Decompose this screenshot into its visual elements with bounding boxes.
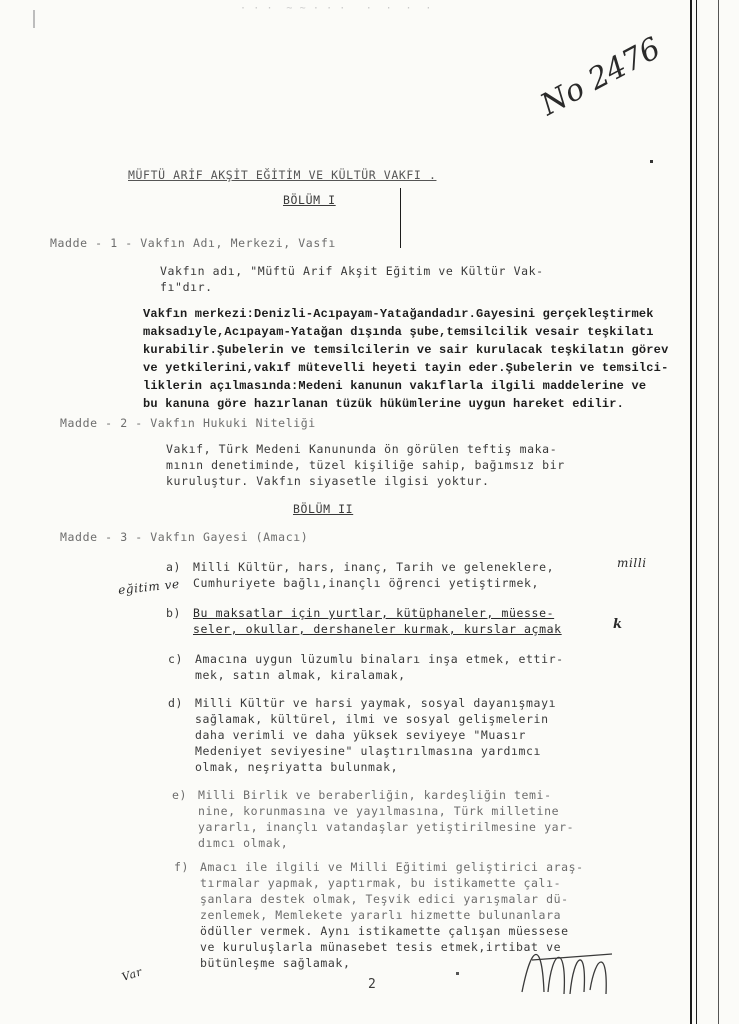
item-line: Milli Birlik ve beraberliğin, kardeşliğin temi- — [198, 788, 552, 802]
item-line: ödüller vermek. Aynı istikamette çalışan müessese — [200, 924, 569, 938]
item-line: olmak, neşriyatta bulunmak, — [195, 760, 399, 774]
article-3-heading: Madde - 3 - Vakfın Gayesi (Amacı) — [60, 530, 309, 544]
stamp-number: No 2476 — [535, 30, 667, 123]
scan-speck — [456, 972, 459, 975]
article-1-line: Vakfın adı, "Müftü Arif Akşit Eğitim ve Kültür Vak- — [160, 264, 544, 278]
handwritten-note: milli — [617, 556, 647, 570]
item-line: zenlemek, Memlekete yararlı hizmette bulunanlara — [200, 908, 562, 922]
chapter-2-heading: BÖLÜM II — [293, 502, 354, 516]
item-letter: c) — [168, 652, 184, 666]
bold-line: bu kanuna göre hazırlanan tüzük hükümlerine uygun hareket edilir. — [143, 397, 625, 411]
article-2-line: Vakıf, Türk Medeni Kanununda ön görülen teftiş maka- — [166, 442, 558, 456]
item-line: Bu maksatlar için yurtlar, kütüphaneler, müesse- — [193, 606, 555, 620]
margin-mark — [400, 188, 401, 248]
item-line: tırmalar yapmak, yaptırmak, bu istikamette çalı- — [200, 876, 562, 890]
article-1-line: fı"dır. — [160, 280, 213, 294]
page-number: 2 — [368, 977, 377, 992]
scan-speck — [650, 160, 653, 163]
item-line: ve kuruluşlarla münasebet tesis etmek,irtibat ve — [200, 940, 562, 954]
item-line: Milli Kültür ve harsi yaymak, sosyal dayanışmayı — [195, 696, 557, 710]
handwritten-note: eğitim ve — [117, 576, 181, 598]
bleed-through-text: · · · ~ ~ · · · · · · · — [240, 3, 432, 14]
binding-line — [690, 0, 692, 1024]
item-letter: f) — [174, 860, 190, 874]
article-2-line: kuruluştur. Vakfın siyasetle ilgisi yoktur. — [166, 474, 490, 488]
item-line: daha verimli ve daha yüksek seviyeye "Muasır — [195, 728, 527, 742]
item-letter: b) — [166, 606, 182, 620]
bold-line: ve yetkilerini,vakıf mütevelli heyeti tayin eder.Şubelerin ve temsilci- — [143, 361, 669, 375]
article-2-line: mının denetiminde, tüzel kişiliğe sahip, bağımsız bir — [166, 458, 565, 472]
item-line: Cumhuriyete bağlı,inançlı öğrenci yetiştirmek, — [193, 576, 540, 590]
handwritten-note: Var — [120, 965, 144, 984]
signature-scribble — [512, 932, 622, 1002]
document-title: MÜFTÜ ARİF AKŞİT EĞİTİM VE KÜLTÜR VAKFI . — [128, 168, 437, 182]
bold-line: kurabilir.Şubelerin ve temsilcilerin ve sair kurulacak teşkilatın görev — [143, 343, 669, 357]
item-line: şanlara destek olmak, Teşvik edici yarışmalar dü- — [200, 892, 569, 906]
item-line: seler, okullar, dershaneler kurmak, kurslar açmak — [193, 622, 562, 636]
item-letter: d) — [168, 696, 184, 710]
bold-line: maksadıyle,Acıpayam-Yatağan dışında şube,temsilcilik vesair teşkilatı — [143, 325, 654, 339]
chapter-1-heading: BÖLÜM I — [283, 193, 336, 207]
article-2-heading: Madde - 2 - Vakfın Hukuki Niteliği — [60, 416, 316, 430]
item-line: Medeniyet seviyesine" ulaştırılmasına yardımcı — [195, 744, 542, 758]
item-line: yararlı, inançlı vatandaşlar yetiştirilmesine yar- — [198, 820, 575, 834]
item-line: bütünleşme sağlamak, — [200, 956, 351, 970]
item-line: nine, korunmasına ve yayılmasına, Türk milletine — [198, 804, 560, 818]
item-letter: e) — [172, 788, 188, 802]
article-1-heading: Madde - 1 - Vakfın Adı, Merkezi, Vasfı — [50, 236, 336, 250]
item-letter: a) — [166, 560, 182, 574]
scan-speck — [33, 10, 35, 28]
handwritten-note: k — [613, 617, 623, 632]
bold-line: Vakfın merkezi:Denizli-Acıpayam-Yatağandadır.Gayesini gerçekleştirmek — [143, 307, 654, 321]
item-line: Amacına uygun lüzumlu binaları inşa etmek, ettir- — [195, 652, 564, 666]
binding-line — [696, 0, 697, 1024]
item-line: mek, satın almak, kiralamak, — [195, 668, 406, 682]
item-line: sağlamak, kültürel, ilmi ve sosyal gelişmelerin — [195, 712, 549, 726]
binding-line — [718, 0, 719, 1024]
bold-line: liklerin açılmasında:Medeni kanunun vakıflarla ilgili maddelerine ve — [143, 379, 647, 393]
item-line: dımcı olmak, — [198, 836, 289, 850]
item-line: Amacı ile ilgili ve Milli Eğitimi geliştirici araş- — [200, 860, 584, 874]
item-line: Milli Kültür, hars, inanç, Tarih ve geleneklere, — [193, 560, 555, 574]
